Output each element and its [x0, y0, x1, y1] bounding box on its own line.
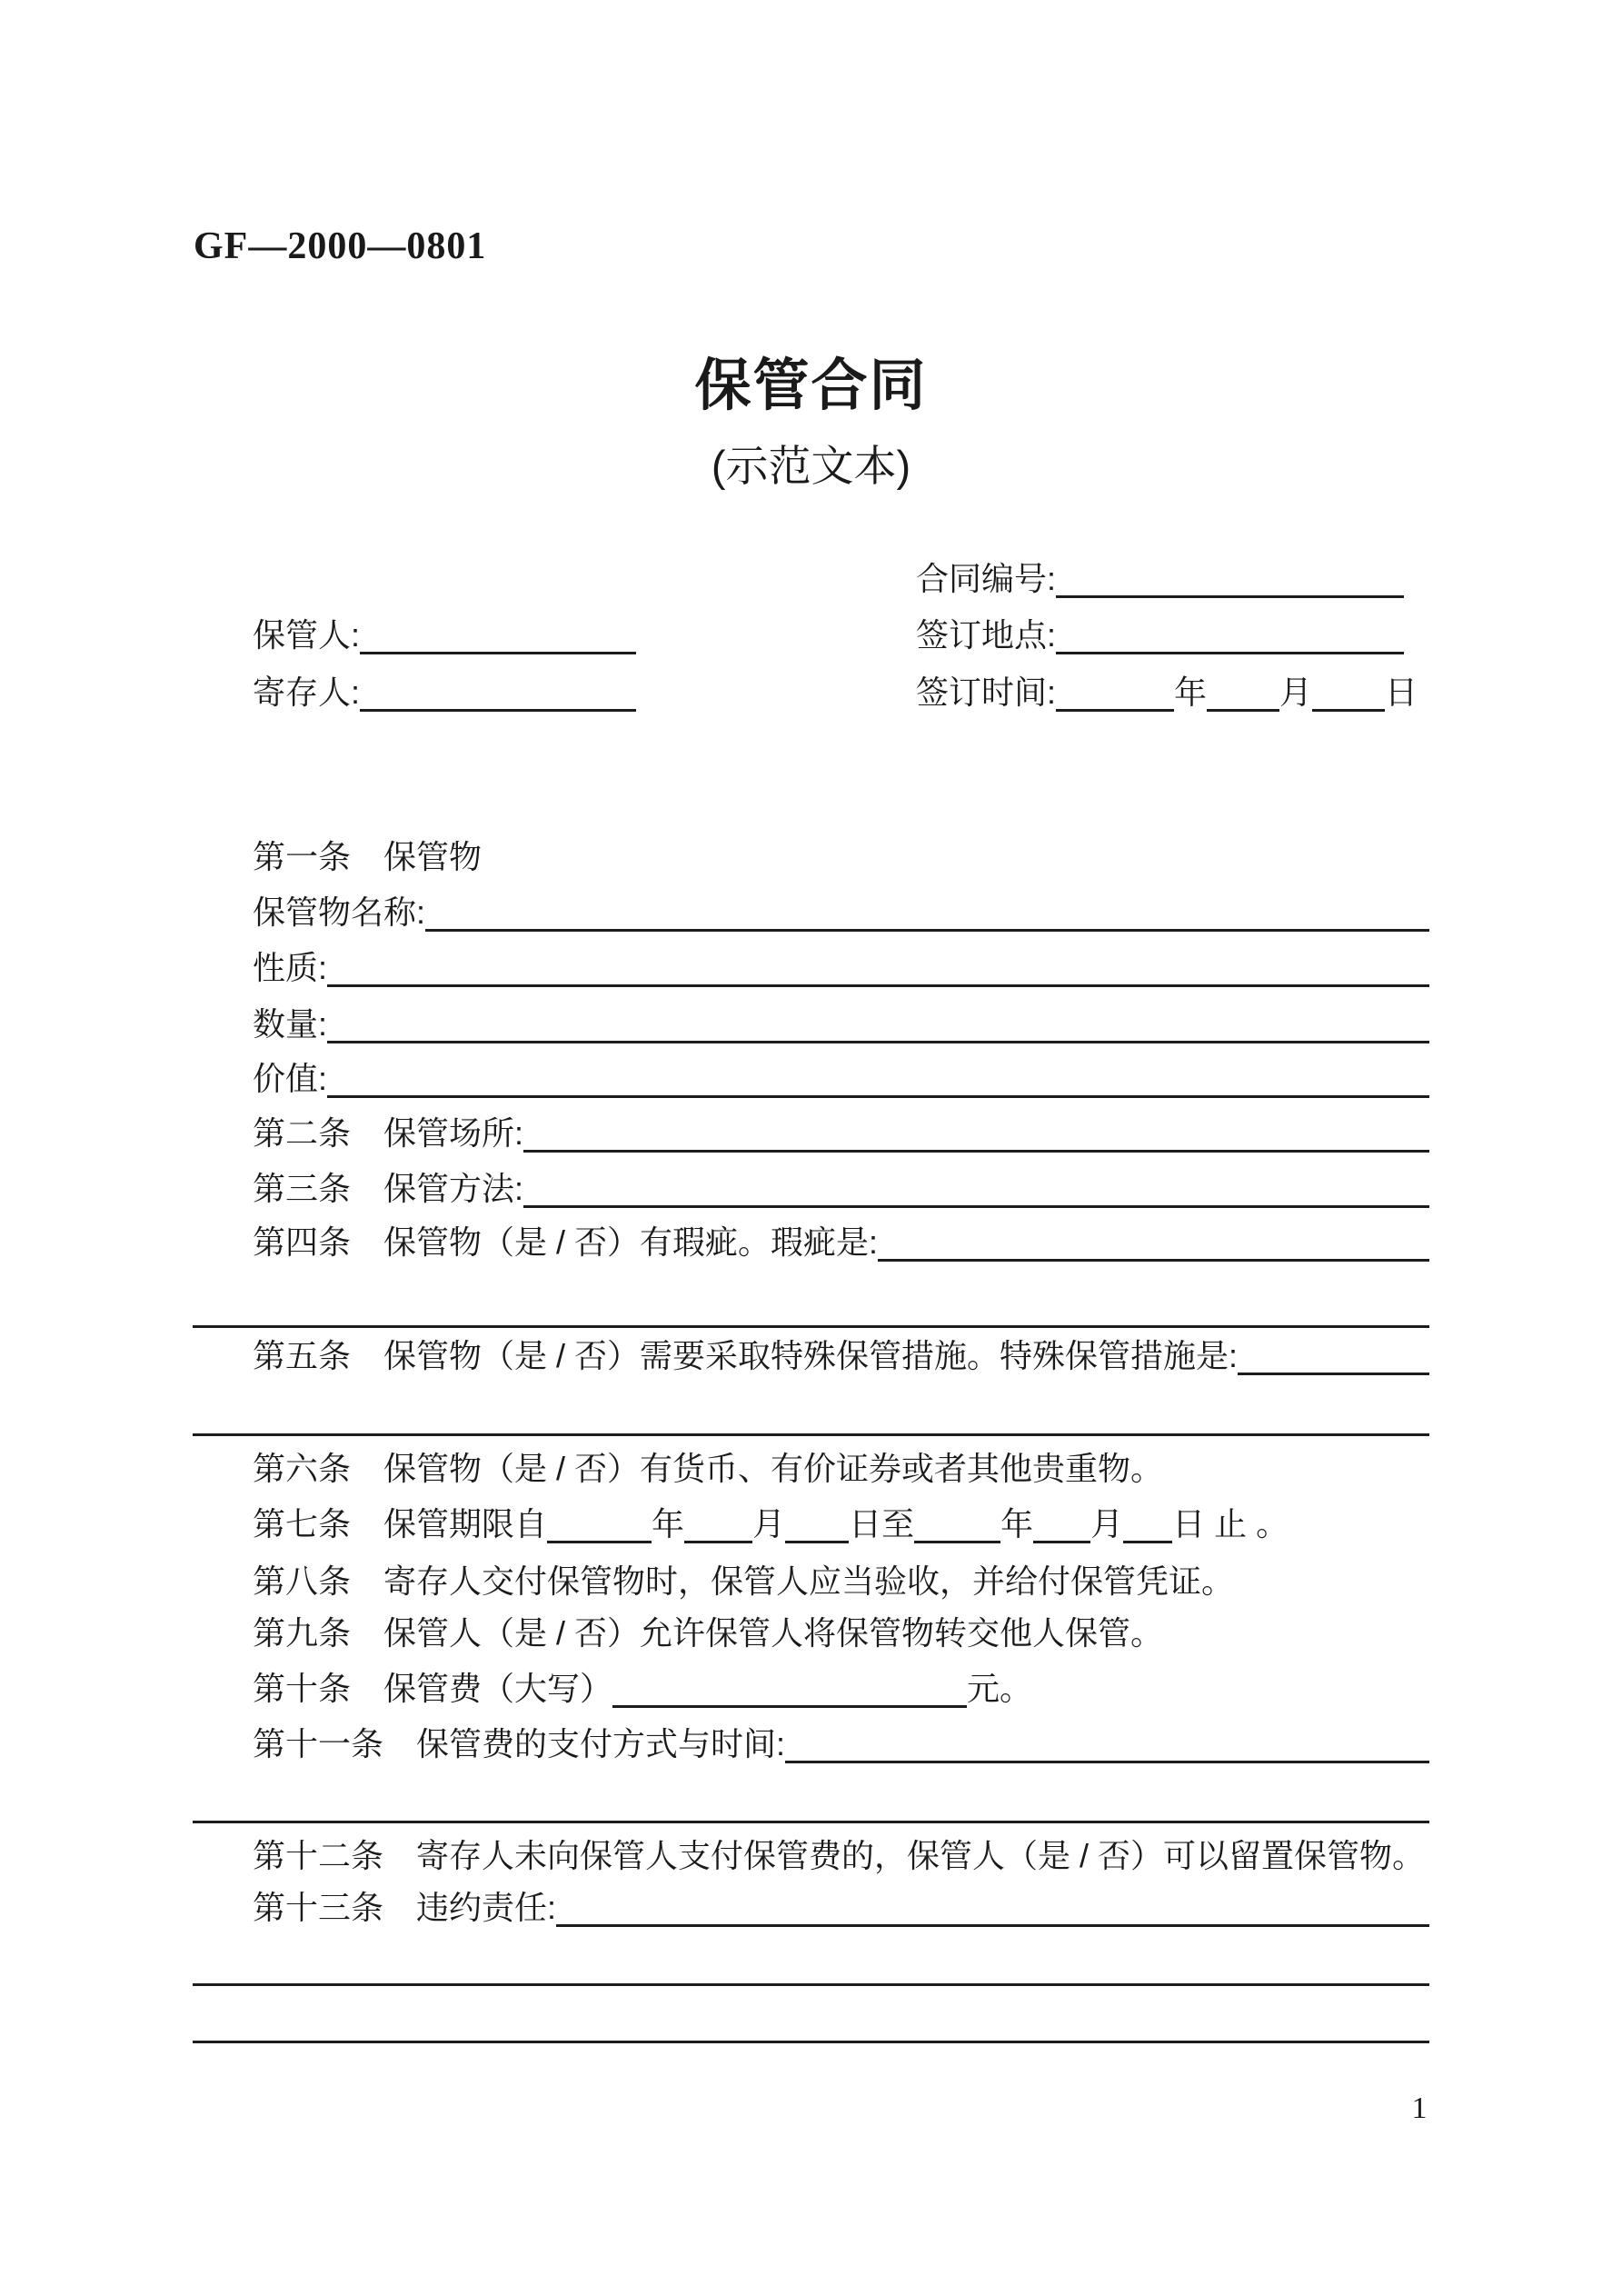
article-5-blank — [1238, 1337, 1429, 1375]
article-7-year2-suffix: 年 — [1000, 1505, 1034, 1542]
quantity-label: 数量: — [253, 1005, 328, 1043]
article-7-month2-blank — [1033, 1505, 1090, 1543]
article-7-month2-suffix: 月 — [1090, 1505, 1124, 1542]
nature-blank — [327, 949, 1429, 987]
article-4-row — [253, 1223, 1429, 1262]
article-6-row — [253, 1450, 1429, 1488]
article-3-label: 保管方法: — [383, 1170, 524, 1207]
article-12-text: 寄存人未向保管人支付保管费的，保管人（是 / 否）可以留置保管物。 — [416, 1837, 1426, 1874]
month-suffix: 月 — [1279, 674, 1313, 711]
value-blank — [327, 1060, 1429, 1098]
nature-label: 性质: — [253, 949, 328, 986]
article-7-day-to: 日至 — [849, 1505, 915, 1542]
article-7-month1-blank — [684, 1505, 752, 1543]
custodian-label: 保管人: — [253, 616, 361, 654]
article-2-row — [253, 1114, 1429, 1153]
article-13-row — [253, 1889, 1429, 1927]
sign-place-blank — [1056, 616, 1404, 654]
sign-time-year-blank — [1056, 674, 1174, 712]
depositor-blank — [360, 674, 636, 712]
article-11-row — [253, 1725, 1429, 1763]
article-1-row — [253, 838, 1429, 876]
article-3-number: 第三条 — [253, 1170, 352, 1207]
item-name-row — [253, 893, 1429, 932]
contract-no-blank — [1056, 560, 1404, 598]
sign-time-row — [916, 674, 1427, 712]
article-13-number: 第十三条 — [253, 1889, 384, 1926]
article-1-text: 保管物 — [383, 838, 483, 875]
article-7-year2-blank — [914, 1505, 1000, 1543]
article-7-year1-blank — [547, 1505, 652, 1543]
article-4-blank — [878, 1223, 1429, 1262]
article-10-text: 保管费（大写） — [383, 1670, 613, 1707]
year-suffix: 年 — [1174, 674, 1208, 711]
sign-time-day-blank — [1312, 674, 1385, 712]
article-8-text: 寄存人交付保管物时，保管人应当验收，并给付保管凭证。 — [383, 1562, 1235, 1600]
article-10-number: 第十条 — [253, 1670, 352, 1707]
sign-place-label: 签订地点: — [916, 616, 1057, 654]
article-13-continuation-line-1 — [193, 1945, 1429, 1986]
article-4-continuation-line — [193, 1287, 1429, 1328]
page-subtitle: (示范文本) — [711, 442, 911, 490]
value-row — [253, 1060, 1429, 1098]
day-suffix: 日 — [1385, 674, 1418, 711]
article-4-number: 第四条 — [253, 1223, 352, 1261]
article-6-number: 第六条 — [253, 1450, 352, 1487]
page-title: 保管合同 — [694, 354, 928, 417]
depositor-row — [253, 674, 636, 712]
article-3-row — [253, 1170, 1429, 1208]
doc-code: GF—2000—0801 — [194, 225, 487, 267]
article-5-number: 第五条 — [253, 1337, 352, 1374]
article-10-amount-blank — [612, 1670, 967, 1708]
article-11-blank — [785, 1725, 1429, 1763]
article-7-year1-suffix: 年 — [652, 1505, 685, 1542]
nature-row — [253, 949, 1429, 987]
contract-no-label: 合同编号: — [916, 560, 1057, 597]
sign-place-row — [916, 616, 1404, 654]
article-3-blank — [523, 1170, 1429, 1208]
article-10-row — [253, 1670, 1429, 1708]
article-13-blank — [556, 1889, 1429, 1927]
article-9-text: 保管人（是 / 否）允许保管人将保管物转交他人保管。 — [383, 1614, 1164, 1652]
article-10-end: 元。 — [967, 1670, 1033, 1707]
value-label: 价值: — [253, 1060, 328, 1097]
article-5-text: 保管物（是 / 否）需要采取特殊保管措施。特殊保管措施是: — [383, 1337, 1239, 1374]
depositor-label: 寄存人: — [253, 674, 361, 711]
article-9-row — [253, 1614, 1429, 1652]
article-9-number: 第九条 — [253, 1614, 352, 1652]
item-name-blank — [425, 893, 1429, 932]
article-7-row — [253, 1505, 1429, 1543]
sign-time-label: 签订时间: — [916, 674, 1057, 711]
article-11-continuation-line — [193, 1782, 1429, 1823]
article-12-row — [253, 1837, 1429, 1875]
custodian-blank — [360, 616, 636, 654]
article-7-number: 第七条 — [253, 1505, 352, 1542]
quantity-blank — [327, 1005, 1429, 1043]
article-1-number: 第一条 — [253, 838, 352, 875]
item-name-label: 保管物名称: — [253, 893, 426, 931]
article-5-continuation-line — [193, 1395, 1429, 1436]
article-8-row — [253, 1562, 1429, 1601]
contract-no-row — [916, 560, 1404, 598]
article-8-number: 第八条 — [253, 1562, 352, 1600]
article-7-end: 日 止 。 — [1172, 1505, 1289, 1542]
article-5-row — [253, 1337, 1429, 1375]
article-2-number: 第二条 — [253, 1114, 352, 1152]
article-11-number: 第十一条 — [253, 1725, 384, 1762]
article-12-number: 第十二条 — [253, 1837, 384, 1874]
page-number: 1 — [1411, 2091, 1428, 2125]
article-13-label: 违约责任: — [416, 1889, 557, 1926]
article-2-label: 保管场所: — [383, 1114, 524, 1152]
quantity-row — [253, 1005, 1429, 1043]
article-4-text: 保管物（是 / 否）有瑕疵。瑕疵是: — [383, 1223, 879, 1261]
custodian-row — [253, 616, 636, 654]
article-7-month1-suffix: 月 — [752, 1505, 786, 1542]
article-13-continuation-line-2 — [193, 2002, 1429, 2043]
article-2-blank — [523, 1114, 1429, 1153]
article-7-text-from: 保管期限自 — [383, 1505, 548, 1542]
article-7-day1-blank — [785, 1505, 849, 1543]
article-6-text: 保管物（是 / 否）有货币、有价证券或者其他贵重物。 — [383, 1450, 1164, 1487]
article-11-label: 保管费的支付方式与时间: — [416, 1725, 786, 1762]
sign-time-month-blank — [1207, 674, 1279, 712]
article-7-day2-blank — [1123, 1505, 1172, 1543]
